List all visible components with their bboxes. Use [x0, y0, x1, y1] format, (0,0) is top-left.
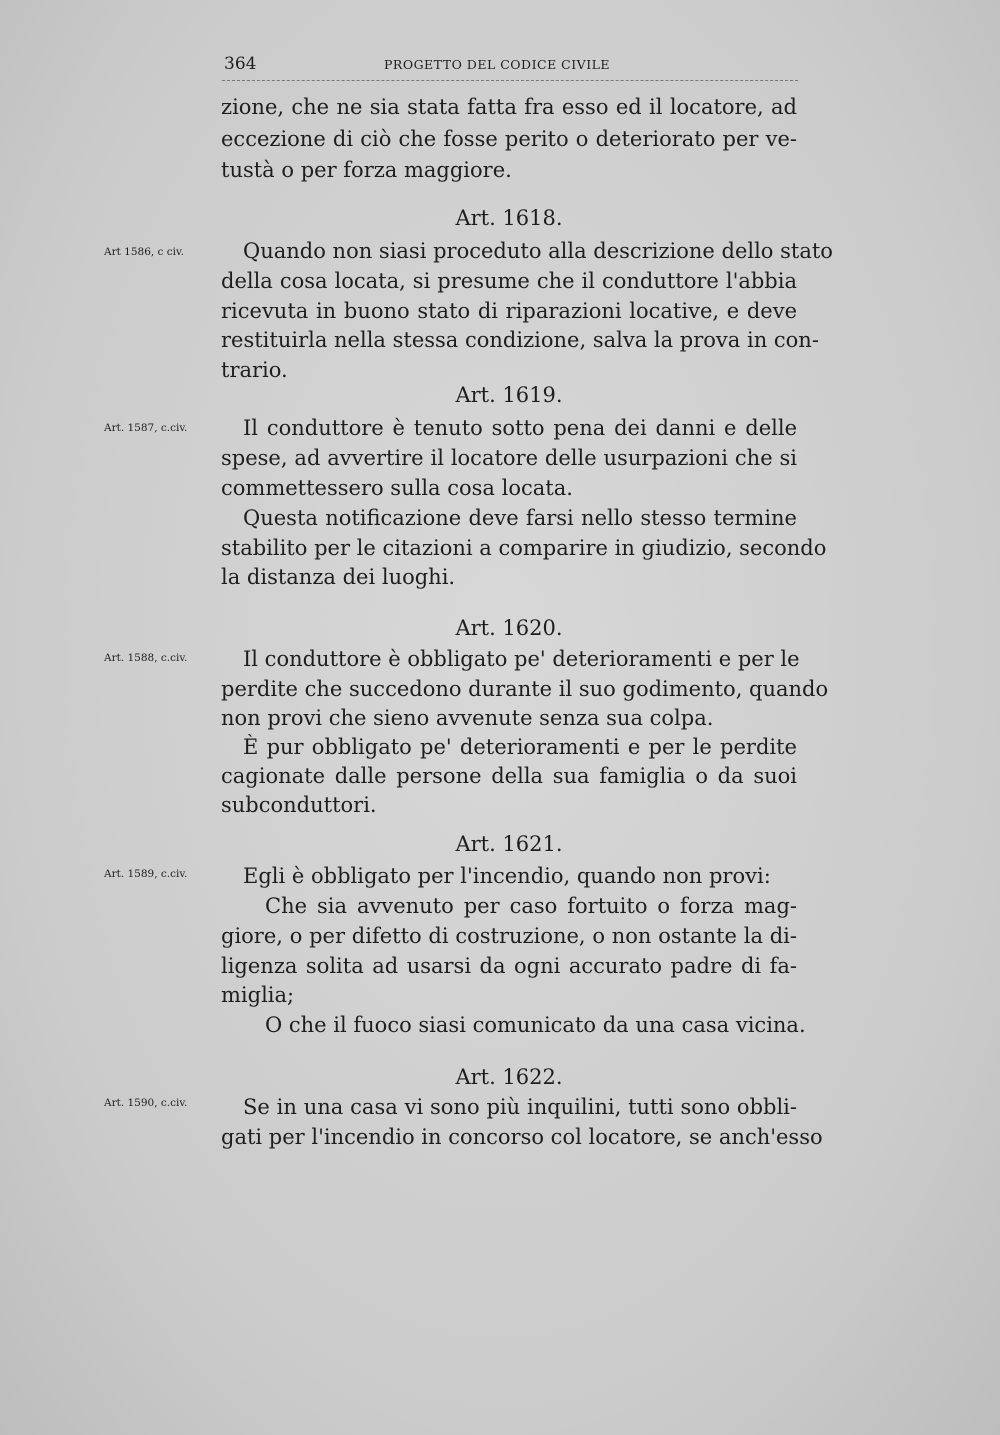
text-line: Quando non siasi proceduto alla descrizione dello stato	[243, 239, 833, 263]
text-line: miglia;	[221, 983, 295, 1007]
article-heading: Art. 1619.	[455, 383, 563, 407]
text-line: perdite che succedono durante il suo godimento, quando	[221, 677, 829, 701]
text-line: trario.	[221, 358, 288, 382]
text-line: È pur obbligato pe' deterioramenti e per le perdite	[243, 735, 797, 759]
text-line: spese, ad avvertire il locatore delle usurpazioni che si	[221, 446, 797, 470]
text-line: ricevuta in buono stato di riparazioni locative, e deve	[221, 299, 797, 323]
text-line: eccezione di ciò che fosse perito o deteriorato per ve-	[221, 127, 797, 151]
margin-note: Art. 1589, c.civ.	[104, 868, 188, 880]
margin-note: Art. 1587, c.civ.	[104, 422, 188, 434]
text-line: restituirla nella stessa condizione, salva la prova in con-	[221, 328, 819, 352]
article-heading: Art. 1621.	[455, 832, 563, 856]
text-line: Se in una casa vi sono più inquilini, tutti sono obbli-	[243, 1095, 797, 1119]
text-line: Il conduttore è obbligato pe' deterioramenti e per le	[243, 647, 800, 671]
article-heading: Art. 1618.	[455, 206, 563, 230]
margin-note: Art. 1590, c.civ.	[104, 1097, 188, 1109]
text-line: Il conduttore è tenuto sotto pena dei danni e delle	[243, 416, 797, 440]
text-line: della cosa locata, si presume che il conduttore l'abbia	[221, 269, 797, 293]
text-line: O che il fuoco siasi comunicato da una casa vicina.	[265, 1013, 806, 1037]
running-title: PROGETTO DEL CODICE CIVILE	[384, 57, 611, 72]
text-line: giore, o per difetto di costruzione, o non ostante la di-	[221, 924, 797, 948]
article-heading: Art. 1622.	[455, 1065, 563, 1089]
margin-note: Art 1586, c civ.	[104, 246, 185, 258]
text-line: zione, che ne sia stata fatta fra esso ed il locatore, ad	[221, 95, 797, 119]
text-line: cagionate dalle persone della sua famiglia o da suoi	[221, 764, 797, 788]
text-line: ligenza solita ad usarsi da ogni accurato padre di fa-	[221, 954, 797, 978]
text-line: subconduttori.	[221, 793, 377, 817]
page-header	[222, 54, 798, 81]
margin-note: Art. 1588, c.civ.	[104, 652, 188, 664]
text-line: la distanza dei luoghi.	[221, 565, 456, 589]
text-line: stabilito per le citazioni a comparire in giudizio, secondo	[221, 536, 827, 560]
text-line: Egli è obbligato per l'incendio, quando non provi:	[243, 864, 771, 888]
text-line: tustà o per forza maggiore.	[221, 158, 512, 182]
text-line: non provi che sieno avvenute senza sua colpa.	[221, 706, 714, 730]
article-heading: Art. 1620.	[455, 616, 563, 640]
text-line: gati per l'incendio in concorso col locatore, se anch'esso	[221, 1125, 823, 1149]
text-line: commettessero sulla cosa locata.	[221, 476, 573, 500]
page-number: 364	[224, 54, 257, 74]
text-line: Questa notificazione deve farsi nello stesso termine	[243, 506, 797, 530]
text-line: Che sia avvenuto per caso fortuito o forza mag-	[265, 894, 797, 918]
